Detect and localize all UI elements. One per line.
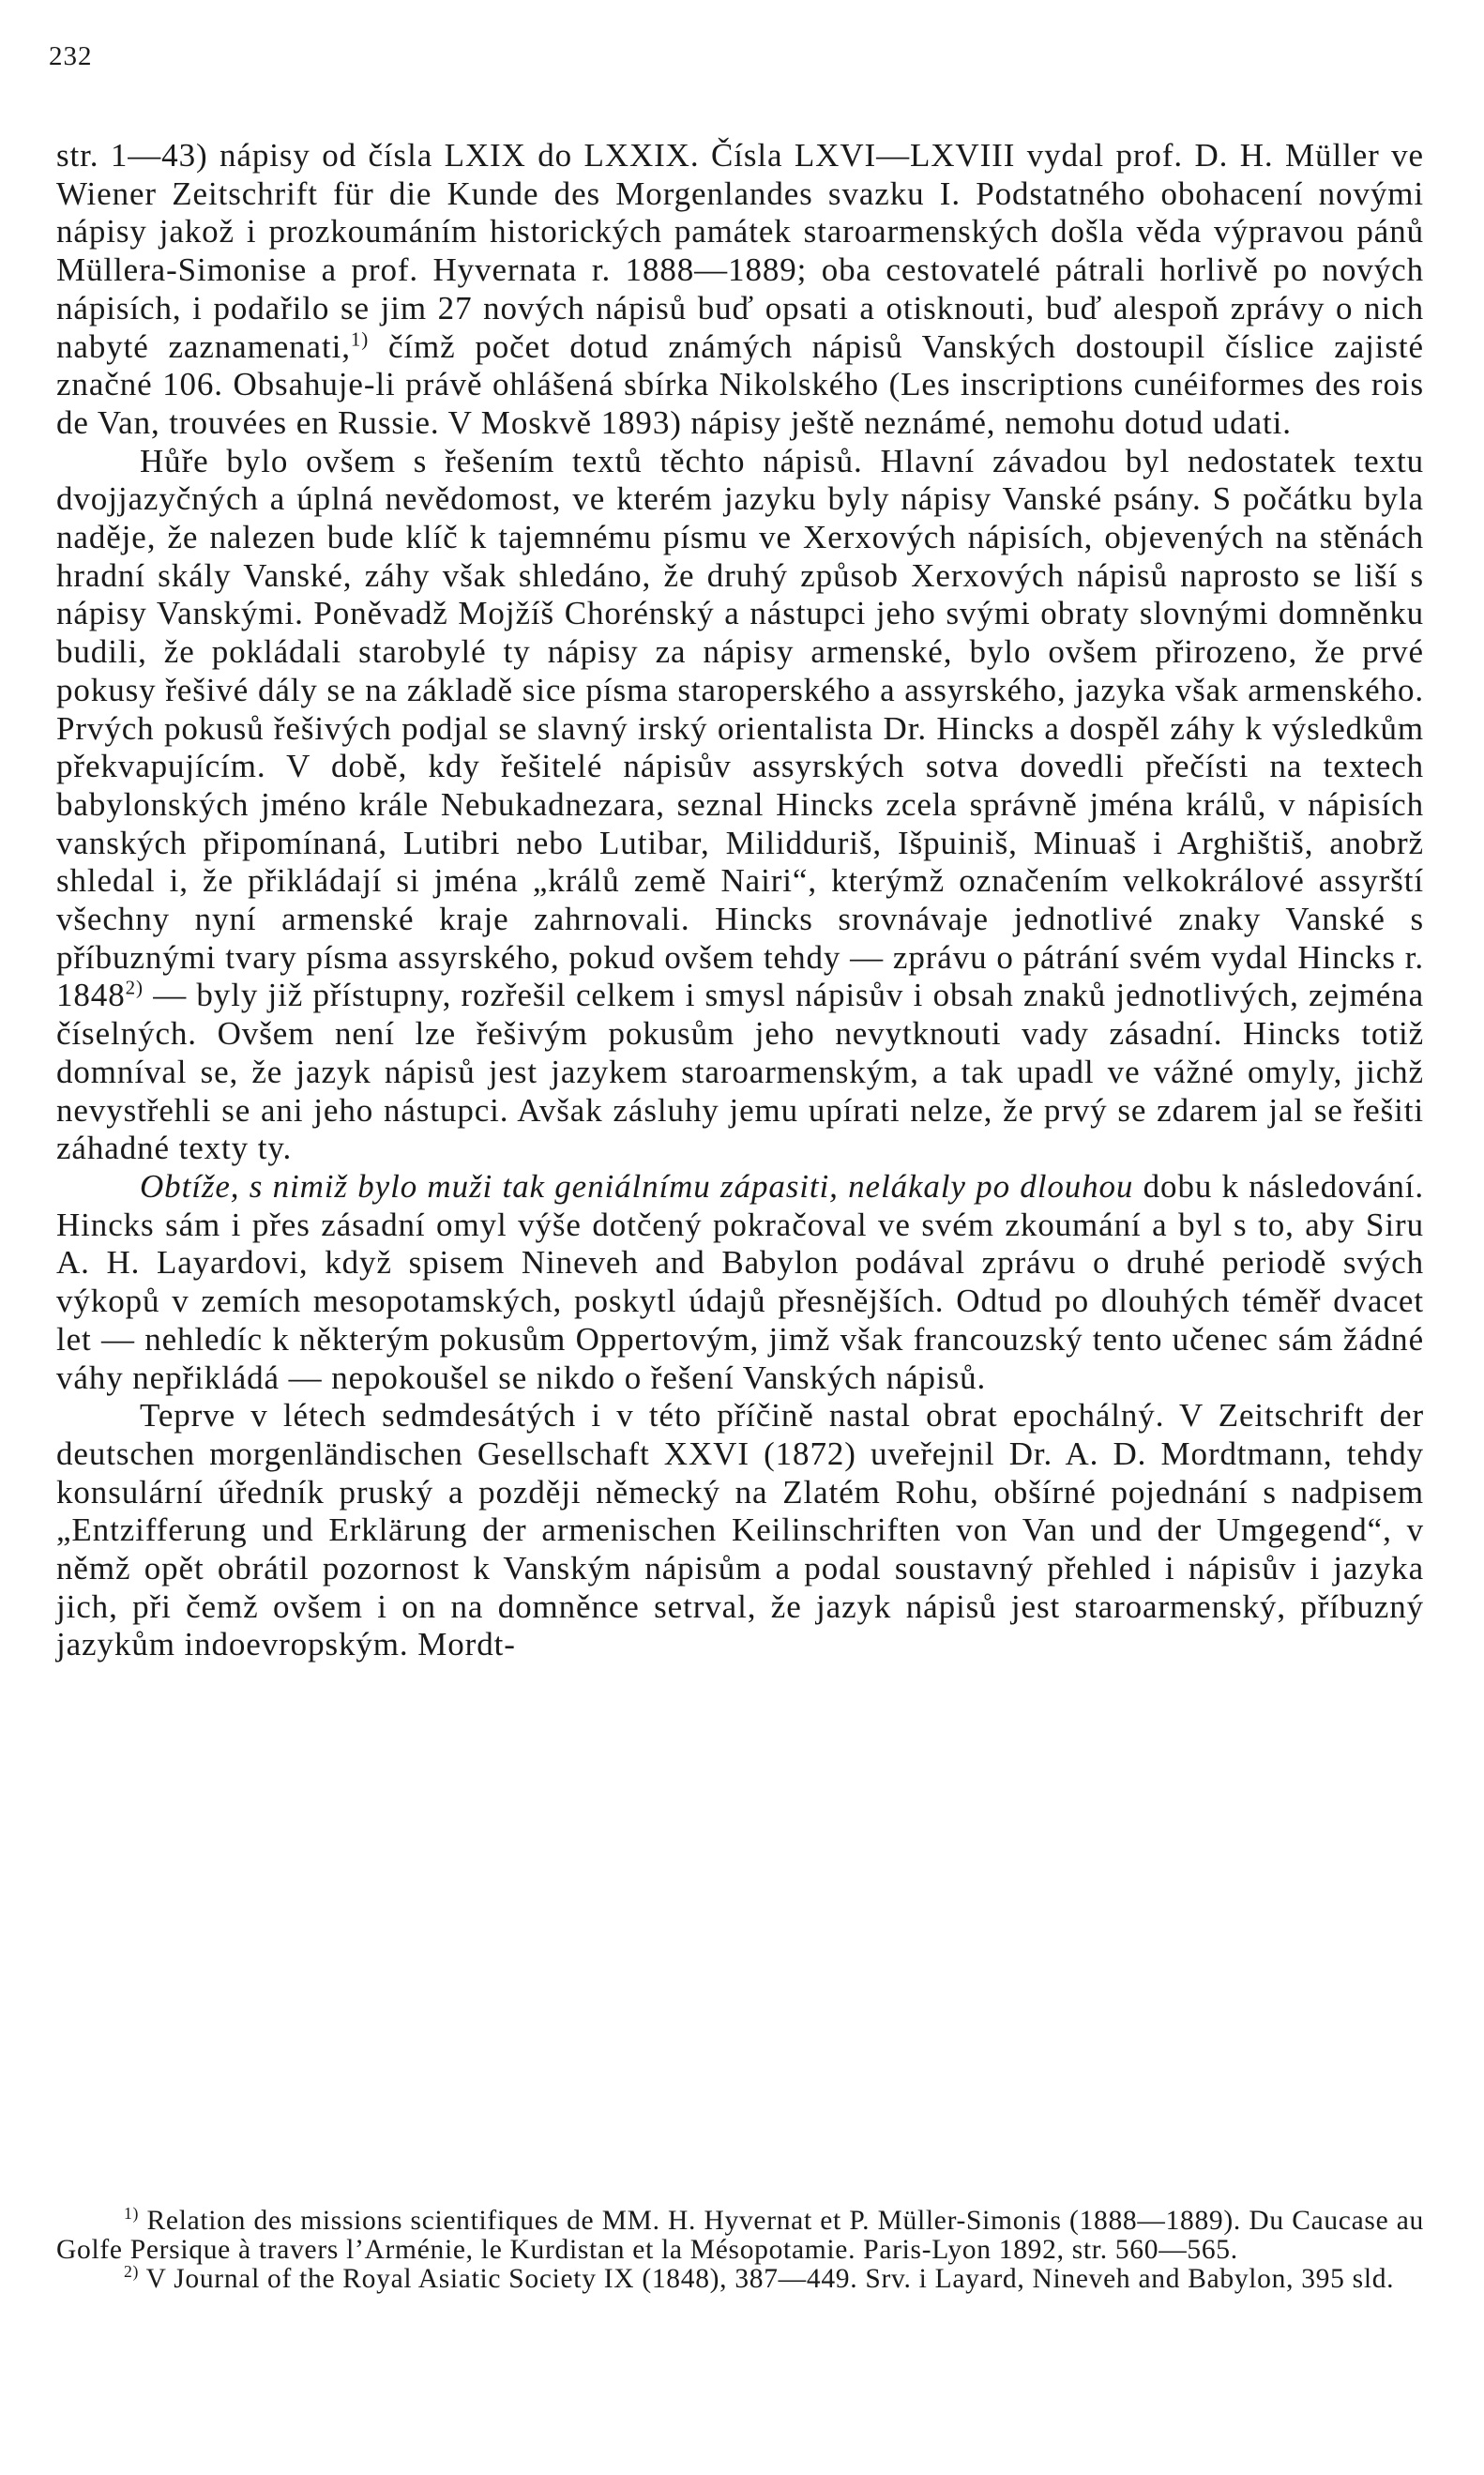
footnote-ref-2: 2) (125, 976, 144, 999)
footnote-2 (56, 2261, 1424, 2294)
text-span: dobu k následování. Hincks sám i přes zásadní omyl výše dotčený pokračoval ve svém zkoumání a byl s to, aby Siru A. H. Layardovi, když spisem Nineveh and Babylon podával zprávu o druhé periodě svých výkopů v zemích mesopotamských, poskytl údajů přesnějších. Odtud po dlouhých téměř dvacet let — nehledíc k některým pokusům Oppertovým, jimž však francouzský tento učenec sám žádné váhy nepřikládá — nepokoušel se nikdo o řešení Vanských nápisů. (56, 1167, 1424, 1396)
footnote-ref-1: 1) (350, 326, 370, 350)
paragraph-2 (56, 443, 1424, 1168)
footnote-1 (56, 2204, 1424, 2265)
page-number: 232 (49, 41, 93, 71)
text-span: str. 1—43) nápisy od čísla LXIX do LXXIX. Čísla LXVI—LXVIII vydal prof. D. H. Müller ve Wiener Zeitschrift für die Kunde des Morgenlandes svazku I. Podstatného obohacení novými nápisy jakož i prozkoumáním historických památek staroarmenských došla věda výpravou pánů Müllera-Simonise a prof. Hyvernata r. 1888—1889; oba cestovatelé pátrali horlivě po nových nápisích, i podařilo se jim 27 nových nápisů buď opsati a otisknouti, buď alespoň zprávy o nich nabyté zaznamenati, (56, 137, 1424, 365)
paragraph-1 (56, 137, 1424, 443)
footnote-marker: 2) (124, 2261, 140, 2281)
footnote-marker: 1) (124, 2204, 140, 2224)
paragraph-3 (56, 1168, 1424, 1397)
footnotes (56, 2204, 1424, 2294)
text-span: — byly již přístupny, rozřešil celkem i smysl nápisův i obsah znaků jednotlivých, zejména číselných. Ovšem není lze řešivým pokusům jeho nevytknouti vady zásadní. Hincks totiž domníval se, že jazyk nápisů jest jazykem staroarmenským, a tak upadl ve vážné omyly, jichž nevystřehli se ani jeho nástupci. Avšak zásluhy jemu upírati nelze, že prvý se zdarem jal se řešiti záhadné texty ty. (56, 977, 1424, 1167)
paragraph-4 (56, 1397, 1424, 1664)
footnote-text: V Journal of the Royal Asiatic Society IX (1848), 387—449. Srv. i Layard, Nineveh and Babylon, 395 sld. (139, 2263, 1395, 2294)
body-text (56, 137, 1424, 1664)
text-span: čímž počet dotud známých nápisů Vanských dostoupil číslice zajisté značné 106. Obsahuje-li právě ohlášená sbírka Nikolského (Les inscriptions cunéiformes des rois de Van, trouvées en Russie. V Moskvě 1893) nápisy ještě neznámé, nemohu dotud udati. (56, 327, 1424, 441)
footnote-text: Relation des missions scientifiques de MM. H. Hyvernat et P. Müller-Simonis (1888—1889). Du Caucase au Golfe Persique à travers l’Arménie, le Kurdistan et la Mésopotamie. Paris-Lyon 1892, str. 560—565. (56, 2206, 1424, 2265)
italic-span: Obtíže, s nimiž bylo muži tak geniálnímu zápasiti, nelákaly po dlouhou (140, 1167, 1134, 1205)
text-span: Hůře bylo ovšem s řešením textů těchto nápisů. Hlavní závadou byl nedostatek textu dvojjazyčných a úplná nevědomost, ve kterém jazyku byly nápisy Vanské psány. S počátku byla naděje, že nalezen bude klíč k tajemnému písmu ve Xerxových nápisích, objevených na stěnách hradní skály Vanské, záhy však shledáno, že druhý způsob Xerxových nápisů naprosto se liší s nápisy Vanskými. Poněvadž Mojžíš Chorénský a nástupci jeho svými obraty slovnými domněnku budili, že pokládali starobylé ty nápisy za nápisy armenské, bylo ovšem přirozeno, že prvé pokusy řešivé dály se na základě sice písma staroperského a assyrského, jazyka však armenského. Prvých pokusů řešivých podjal se slavný irský orientalista Dr. Hincks a dospěl záhy k výsledkům překvapujícím. V době, kdy řešitelé nápisův assyrských sotva dovedli přečísti na textech babylonských jméno krále Nebukadnezara, seznal Hincks zcela správně jména králů, v nápisích vanských připomínaná, Lutibri nebo Lutibar, Milidduriš, Išpuiniš, Minuaš i Arghištiš, anobrž shledal i, že přikládají si jména „králů země Nairi“, kterýmž označením velkokrálové assyrští všechny nyní armenské kraje zahrnovali. Hincks srovnávaje jednotlivé znaky Vanské s příbuznými tvary písma assyrského, pokud ovšem tehdy — zprávu o pátrání svém vydal Hincks r. 1848 (56, 442, 1424, 1014)
text-span: Teprve v létech sedmdesátých i v této příčině nastal obrat epochálný. V Zeitschrift der deutschen morgenländischen Gesellschaft XXVI (1872) uveřejnil Dr. A. D. Mordtmann, tehdy konsulární úředník pruský a později německý na Zlatém Rohu, obšírné pojednání s nadpisem „Entzifferung und Erklärung der armenischen Keilinschriften von Van und der Umgegend“, v němž opět obrátil pozornost k Vanským nápisům a podal soustavný přehled i nápisův i jazyka jich, při čemž ovšem i on na domněnce setrval, že jazyk nápisů jest staroarmenský, příbuzný jazykům indoevropským. Mordt- (56, 1397, 1424, 1663)
